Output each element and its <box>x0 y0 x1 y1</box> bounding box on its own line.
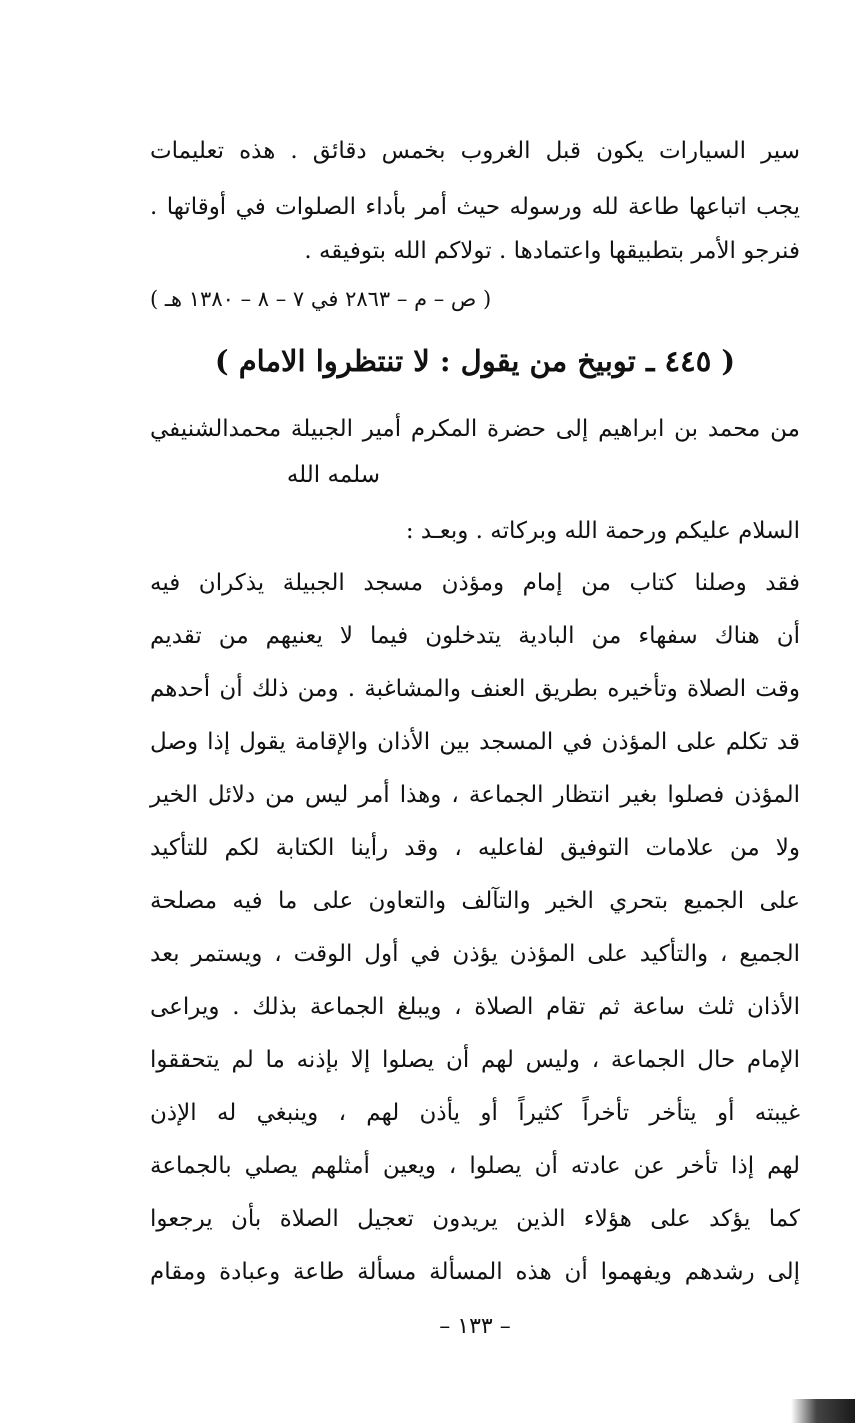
body-line: ولا من علامات التوفيق لفاعليه ، وقد رأينا الكتابة لكم للتأكيد <box>150 835 800 861</box>
body-line: أن هناك سفهاء من البادية يتدخلون فيما لا يعنيهم من تقديم <box>150 623 800 649</box>
body-line: غيبته أو يتأخر تأخراً كثيراً أو يأذن لهم ، وينبغي له الإذن <box>150 1100 800 1126</box>
body-line: قد تكلم على المؤذن في المسجد بين الأذان والإقامة يقول إذا وصل <box>150 729 800 755</box>
body-line: على الجميع بتحري الخير والتآلف والتعاون على ما فيه مصلحة <box>150 888 800 914</box>
body-line: فقد وصلنا كتاب من إمام ومؤذن مسجد الجبيلة يذكران فيه <box>150 570 800 596</box>
section-heading: ( ٤٤٥ ـ توبيخ من يقول : لا تنتظروا الامام ) <box>214 344 736 378</box>
page-number: – ١٣٣ – <box>439 1314 511 1339</box>
body-line: الأذان ثلث ساعة ثم تقام الصلاة ، ويبلغ الجماعة بذلك . ويراعى <box>150 994 800 1020</box>
reference-number: ( ص – م – ٢٨٦٣ في ٧ – ٨ – ١٣٨٠ هـ ) <box>150 287 492 311</box>
text-line: سير السيارات يكون قبل الغروب بخمس دقائق . هذه تعليمات <box>150 138 800 164</box>
body-line: لهم إذا تأخر عن عادته أن يصلوا ، ويعين أمثلهم يصلي بالجماعة <box>150 1153 800 1179</box>
scan-edge-artifact <box>791 1399 855 1423</box>
body-line: وقت الصلاة وتأخيره بطريق العنف والمشاغبة . ومن ذلك أن أحدهم <box>150 676 800 702</box>
body-line: الإمام حال الجماعة ، وليس لهم أن يصلوا إلا بإذنه ما لم يتحققوا <box>150 1047 800 1073</box>
address-line: من محمد بن ابراهيم إلى حضرة المكرم أمير الجبيلة محمدالشنيفي <box>150 416 800 442</box>
body-line: الجميع ، والتأكيد على المؤذن يؤذن في أول الوقت ، ويستمر بعد <box>150 941 800 967</box>
body-line: المؤذن فصلوا بغير انتظار الجماعة ، وهذا أمر ليس من دلائل الخير <box>150 782 800 808</box>
text-line: يجب اتباعها طاعة لله ورسوله حيث أمر بأداء الصلوات في أوقاتها . <box>150 194 800 220</box>
greeting: السلام عليكم ورحمة الله وبركاته . وبعـد : <box>405 518 800 544</box>
body-line: كما يؤكد على هؤلاء الذين يريدون تعجيل الصلاة بأن يرجعوا <box>150 1206 800 1232</box>
text-line: فنرجو الأمر بتطبيقها واعتمادها . تولاكم الله بتوفيقه . <box>304 238 800 264</box>
address-salutation: سلمه الله <box>286 462 380 488</box>
document-page <box>150 110 800 1339</box>
body-line: إلى رشدهم ويفهموا أن هذه المسألة مسألة طاعة وعبادة ومقام <box>150 1259 800 1285</box>
